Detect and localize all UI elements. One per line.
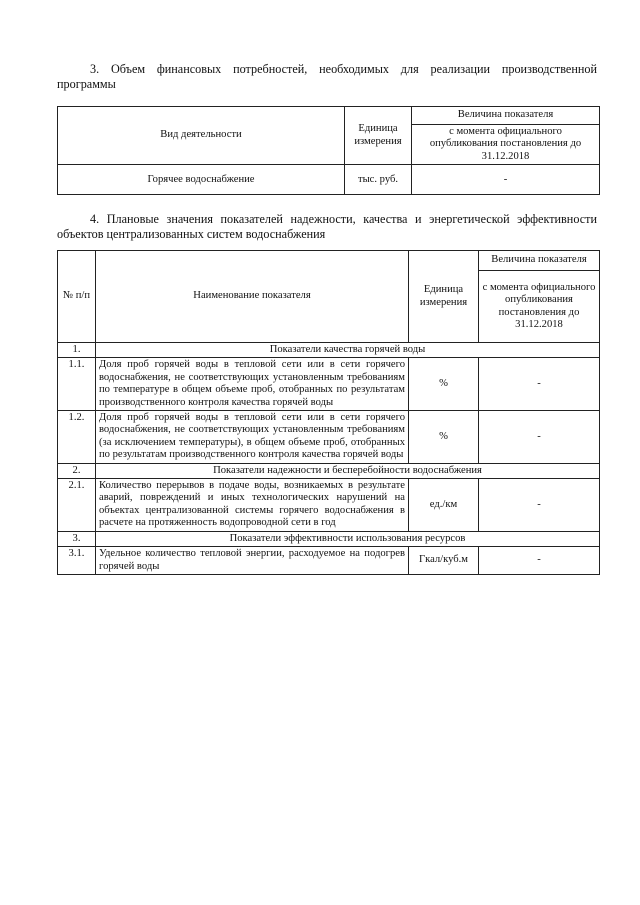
section4-heading: 4. Плановые значения показателей надежности, качества и энергетической эффективности объектов централизованных систем водоснабжения [57,212,597,241]
table-row [58,479,600,532]
value-cell: - [412,165,600,195]
col-activity-header: Вид деятельности [58,107,345,165]
col-value-header: Величина показателя [479,251,600,271]
row-value: - [479,547,600,575]
activity-cell: Горячее водоснабжение [58,165,345,195]
row-num: 3.1. [58,547,96,575]
row-num: 1.1. [58,358,96,411]
group-title: Показатели эффективности использования ресурсов [96,531,600,546]
group-row [58,343,600,358]
row-num: 1.2. [58,411,96,464]
group-num: 1. [58,343,96,358]
col-name-header: Наименование показателя [96,251,409,343]
row-unit: % [409,411,479,464]
row-value: - [479,411,600,464]
row-unit: Гкал/куб.м [409,547,479,575]
table-row [58,358,600,411]
group-title: Показатели качества горячей воды [96,343,600,358]
table-row [58,411,600,464]
group-row [58,463,600,478]
col-period-header: с момента официального опубликования постановления до 31.12.2018 [412,125,600,165]
row-value: - [479,358,600,411]
group-num: 2. [58,463,96,478]
row-value: - [479,479,600,532]
col-period-header: с момента официального опубликования постановления до 31.12.2018 [479,271,600,343]
col-value-header: Величина показателя [412,107,600,125]
col-num-header: № п/п [58,251,96,343]
group-title: Показатели надежности и бесперебойности водоснабжения [96,463,600,478]
section3-heading: 3. Объем финансовых потребностей, необходимых для реализации производственной программы [57,62,597,91]
unit-cell: тыс. руб. [345,165,412,195]
row-name: Доля проб горячей воды в тепловой сети или в сети горячего водоснабжения, не соответствующих установленным требованиям (за исключением температуры), в общем объеме проб, отобранных по результатам производственного контроля качества горячей воды [96,411,409,464]
financial-needs-table [57,106,600,195]
group-num: 3. [58,531,96,546]
row-unit: ед./км [409,479,479,532]
row-name: Количество перерывов в подаче воды, возникаемых в результате аварий, повреждений и иных технологических нарушений на объектах централизованной системы горячего водоснабжения в расчете на протяженность водопроводной сети в год [96,479,409,532]
row-name: Удельное количество тепловой энергии, расходуемое на подогрев горячей воды [96,547,409,575]
col-unit-header: Единица измерения [345,107,412,165]
group-row [58,531,600,546]
row-unit: % [409,358,479,411]
indicators-table [57,250,600,575]
table-row [58,547,600,575]
row-name: Доля проб горячей воды в тепловой сети или в сети горячего водоснабжения, не соответствующих установленным требованиям по температуре в общем объеме проб, отобранных по результатам производственного контроля качества горячей воды [96,358,409,411]
row-num: 2.1. [58,479,96,532]
col-unit-header: Единица измерения [409,251,479,343]
